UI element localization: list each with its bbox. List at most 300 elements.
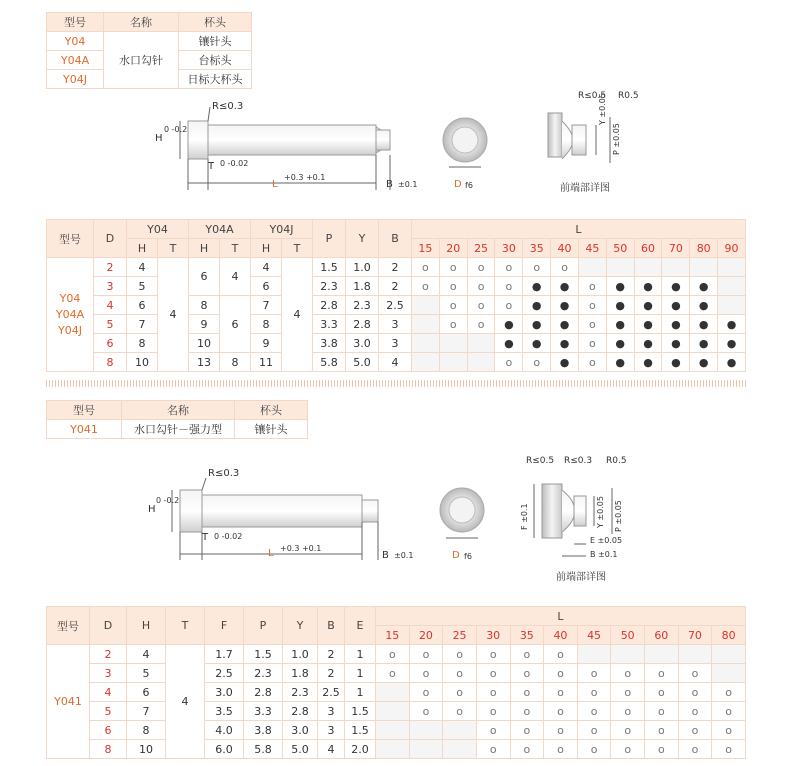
cell-b: 3 (318, 721, 345, 740)
col-b: B (379, 220, 412, 258)
b-label: B (386, 179, 393, 190)
l-value: 25 (467, 239, 495, 258)
cell-y04a-h: 8 (189, 296, 220, 315)
sub-t: T (158, 239, 189, 258)
cell-p: 2.8 (244, 683, 283, 702)
cell-y04-t: 4 (158, 258, 189, 372)
cell-y04j-h: 11 (251, 353, 282, 372)
availability-mark: o (409, 664, 443, 683)
detail-p: P ±0.05 (614, 500, 623, 532)
availability-mark: o (577, 683, 611, 702)
r-note: R≤0.3 (212, 101, 244, 112)
table2-body (47, 645, 746, 759)
availability-mark: ● (662, 353, 690, 372)
availability-mark: o (409, 683, 443, 702)
availability-mark: o (611, 740, 645, 759)
cell-y04a-t: 8 (220, 353, 251, 372)
table-row (47, 353, 746, 372)
availability-mark: o (645, 702, 679, 721)
table-row (47, 683, 746, 702)
cell-y04-h: 10 (127, 353, 158, 372)
cell-y04a-h: 9 (189, 315, 220, 334)
availability-mark: ● (606, 315, 634, 334)
col-head-header: 杯头 (235, 401, 308, 420)
b-label: B (382, 550, 389, 561)
availability-mark (409, 721, 443, 740)
availability-mark (412, 296, 440, 315)
cell-f: 3.0 (205, 683, 244, 702)
t-tol: 0 -0.02 (220, 159, 249, 168)
t-tol: 0 -0.02 (214, 532, 243, 541)
cell-y: 1.8 (283, 664, 318, 683)
detail-caption: 前端部详图 (556, 572, 606, 583)
cell-y: 2.8 (283, 702, 318, 721)
top-spec-table (46, 12, 252, 89)
l-value: 15 (376, 626, 410, 645)
cell-d: 6 (90, 721, 127, 740)
detail-r2: R≤0.3 (564, 456, 593, 466)
availability-mark: o (412, 258, 440, 277)
cell-y04-h: 5 (127, 277, 158, 296)
cell-y04-h: 4 (127, 258, 158, 277)
availability-mark: ● (523, 334, 551, 353)
cell-p: 3.3 (313, 315, 346, 334)
availability-mark: o (544, 702, 578, 721)
table1-body (47, 258, 746, 372)
availability-mark: o (476, 683, 510, 702)
cell-h: 5 (127, 664, 166, 683)
availability-mark: ● (634, 315, 662, 334)
col-head-header: 杯头 (179, 13, 252, 32)
sub-t: T (220, 239, 251, 258)
availability-mark (645, 645, 679, 664)
cell-y: 1.8 (346, 277, 379, 296)
availability-mark (412, 353, 440, 372)
availability-mark (443, 740, 477, 759)
availability-mark (376, 721, 410, 740)
l-value: 15 (412, 239, 440, 258)
availability-mark: o (578, 277, 606, 296)
availability-mark: o (678, 702, 712, 721)
availability-mark: o (577, 664, 611, 683)
cell-y: 5.0 (346, 353, 379, 372)
availability-mark (443, 721, 477, 740)
availability-mark: o (495, 296, 523, 315)
detail-r3: R0.5 (606, 456, 627, 466)
availability-mark: o (510, 702, 544, 721)
cell-y04a-t: 4 (220, 258, 251, 296)
availability-mark: ● (523, 296, 551, 315)
availability-mark (718, 258, 746, 277)
col-t: T (166, 607, 205, 645)
cell-y04j-h: 9 (251, 334, 282, 353)
cell-y: 2.8 (346, 315, 379, 334)
group-y04a: Y04A (189, 220, 251, 239)
cell-p: 1.5 (313, 258, 346, 277)
availability-mark: o (577, 702, 611, 721)
section-divider (46, 380, 746, 387)
cell-d: 3 (94, 277, 127, 296)
availability-mark: o (476, 740, 510, 759)
h-tol: 0 -0.2 (156, 496, 180, 505)
availability-mark: o (510, 645, 544, 664)
availability-mark: o (645, 721, 679, 740)
availability-mark (606, 258, 634, 277)
availability-mark: ● (551, 353, 579, 372)
l-value: 20 (439, 239, 467, 258)
availability-mark (712, 664, 746, 683)
availability-mark (577, 645, 611, 664)
availability-mark: ● (551, 315, 579, 334)
availability-mark: ● (495, 315, 523, 334)
cell-e: 1.5 (345, 721, 376, 740)
table-row (47, 296, 746, 315)
cell-p: 2.3 (313, 277, 346, 296)
col-h: H (127, 607, 166, 645)
cell-d: 5 (90, 702, 127, 721)
availability-mark: o (476, 664, 510, 683)
availability-mark: ● (495, 334, 523, 353)
cell-y: 3.0 (283, 721, 318, 740)
col-f: F (205, 607, 244, 645)
availability-mark: o (510, 740, 544, 759)
availability-mark: o (577, 740, 611, 759)
cell-b: 4 (379, 353, 412, 372)
availability-mark: o (678, 664, 712, 683)
availability-mark (412, 315, 440, 334)
l-value: 60 (645, 626, 679, 645)
b-tol: ±0.1 (398, 180, 418, 189)
cell-b: 2 (379, 258, 412, 277)
col-model: 型号 (47, 607, 90, 645)
col-d: D (90, 607, 127, 645)
availability-mark: o (467, 296, 495, 315)
availability-mark: o (645, 664, 679, 683)
availability-mark: ● (690, 315, 718, 334)
product-name: 水口勾针 (104, 32, 179, 89)
l-value: 60 (634, 239, 662, 258)
availability-mark: o (409, 645, 443, 664)
cell-b: 2 (318, 645, 345, 664)
availability-mark (690, 258, 718, 277)
model-y04j: Y04J (47, 70, 104, 89)
cell-f: 6.0 (205, 740, 244, 759)
second-spec-table (46, 400, 308, 439)
cell-e: 2.0 (345, 740, 376, 759)
cell-d: 8 (94, 353, 127, 372)
availability-mark: o (376, 664, 410, 683)
availability-mark: ● (634, 334, 662, 353)
availability-mark: ● (634, 353, 662, 372)
availability-mark: o (678, 721, 712, 740)
availability-mark: ● (690, 277, 718, 296)
availability-mark: o (611, 664, 645, 683)
availability-mark: o (467, 277, 495, 296)
l-tol: +0.3 +0.1 (280, 544, 322, 553)
cell-f: 2.5 (205, 664, 244, 683)
table-row (47, 664, 746, 683)
availability-mark: o (476, 645, 510, 664)
availability-mark: ● (634, 277, 662, 296)
availability-mark: ● (662, 277, 690, 296)
cell-p: 3.8 (313, 334, 346, 353)
l-value: 40 (544, 626, 578, 645)
sub-t: T (282, 239, 313, 258)
availability-mark (634, 258, 662, 277)
t-label: T (202, 532, 209, 543)
availability-mark (718, 296, 746, 315)
cell-p: 2.3 (244, 664, 283, 683)
cell-h: 8 (127, 721, 166, 740)
availability-mark (678, 645, 712, 664)
availability-mark: o (510, 721, 544, 740)
col-name-header: 名称 (122, 401, 235, 420)
availability-mark (376, 683, 410, 702)
availability-mark: o (443, 664, 477, 683)
availability-mark: o (645, 740, 679, 759)
group-y04: Y04 (127, 220, 189, 239)
cell-p: 1.5 (244, 645, 283, 664)
t-label: T (208, 161, 215, 172)
availability-mark: o (544, 664, 578, 683)
availability-mark: o (611, 683, 645, 702)
availability-mark: o (678, 740, 712, 759)
l-value: 45 (577, 626, 611, 645)
availability-mark: o (544, 645, 578, 664)
availability-mark: o (578, 353, 606, 372)
cell-b: 2 (379, 277, 412, 296)
availability-mark: o (439, 258, 467, 277)
availability-mark: o (443, 683, 477, 702)
cell-y04a-t: 6 (220, 296, 251, 353)
availability-mark: o (551, 258, 579, 277)
cell-d: 4 (90, 683, 127, 702)
table-row (47, 277, 746, 296)
l-value: 20 (409, 626, 443, 645)
cell-d: 2 (90, 645, 127, 664)
cell-f: 1.7 (205, 645, 244, 664)
cell-d: 4 (94, 296, 127, 315)
col-p: P (313, 220, 346, 258)
cell-y04-h: 7 (127, 315, 158, 334)
diagram-2 (148, 456, 650, 585)
cell-e: 1 (345, 683, 376, 702)
availability-mark: o (495, 277, 523, 296)
availability-mark: o (412, 277, 440, 296)
table-row (47, 702, 746, 721)
model-y04a: Y04A (47, 51, 104, 70)
cell-y04j-t: 4 (282, 258, 313, 372)
availability-mark: o (578, 296, 606, 315)
availability-mark (662, 258, 690, 277)
cell-b: 4 (318, 740, 345, 759)
h-label: H (148, 504, 156, 515)
h-tol: 0 -0.2 (164, 125, 188, 134)
sub-h: H (251, 239, 282, 258)
cell-h: 4 (127, 645, 166, 664)
cell-b: 2.5 (379, 296, 412, 315)
detail-y: Y ±0.05 (598, 93, 607, 125)
cell-y04a-h: 10 (189, 334, 220, 353)
availability-mark: o (439, 277, 467, 296)
cell-b: 3 (318, 702, 345, 721)
availability-mark (467, 334, 495, 353)
availability-mark: o (476, 721, 510, 740)
sub-h: H (127, 239, 158, 258)
head-type: 镶针头 (179, 32, 252, 51)
l-value: 35 (523, 239, 551, 258)
availability-mark (467, 353, 495, 372)
availability-mark: o (611, 721, 645, 740)
availability-mark: o (409, 702, 443, 721)
availability-mark: o (645, 683, 679, 702)
row-model: Y041 (47, 645, 90, 759)
table-row (47, 645, 746, 664)
l-value: 90 (718, 239, 746, 258)
availability-mark: o (523, 258, 551, 277)
availability-mark (439, 334, 467, 353)
row-model: Y04 Y04A Y04J (47, 258, 94, 372)
group-y04j: Y04J (251, 220, 313, 239)
detail-b: B ±0.1 (590, 550, 618, 559)
availability-mark: ● (662, 296, 690, 315)
cell-y: 3.0 (346, 334, 379, 353)
cell-y04j-h: 8 (251, 315, 282, 334)
cell-b: 3 (379, 315, 412, 334)
cell-y: 1.0 (346, 258, 379, 277)
availability-mark: o (611, 702, 645, 721)
diagram-1 (150, 91, 670, 205)
spec-table-1 (46, 219, 746, 372)
cell-d: 2 (94, 258, 127, 277)
availability-mark: ● (551, 296, 579, 315)
availability-mark: ● (690, 334, 718, 353)
availability-mark: ● (662, 334, 690, 353)
cell-p: 5.8 (244, 740, 283, 759)
cell-y04j-h: 6 (251, 277, 282, 296)
col-b: B (318, 607, 345, 645)
availability-mark (712, 645, 746, 664)
table-row (47, 740, 746, 759)
availability-mark: o (443, 702, 477, 721)
availability-mark: ● (662, 315, 690, 334)
availability-mark: o (443, 645, 477, 664)
availability-mark: o (476, 702, 510, 721)
availability-mark: ● (606, 353, 634, 372)
availability-mark (412, 334, 440, 353)
availability-mark: ● (523, 277, 551, 296)
availability-mark: o (467, 258, 495, 277)
availability-mark: ● (718, 315, 746, 334)
availability-mark: o (544, 683, 578, 702)
cell-y: 2.3 (283, 683, 318, 702)
col-d: D (94, 220, 127, 258)
cell-h: 7 (127, 702, 166, 721)
col-model-header: 型号 (47, 13, 104, 32)
availability-mark: ● (606, 277, 634, 296)
col-y: Y (283, 607, 318, 645)
cell-f: 4.0 (205, 721, 244, 740)
detail-y: Y ±0.05 (596, 496, 605, 528)
cell-b: 2 (318, 664, 345, 683)
availability-mark: o (712, 721, 746, 740)
availability-mark: o (510, 683, 544, 702)
availability-mark: ● (718, 353, 746, 372)
head-type: 台标头 (179, 51, 252, 70)
col-name-header: 名称 (104, 13, 179, 32)
head-type: 镶针头 (235, 420, 308, 439)
availability-mark: o (712, 702, 746, 721)
availability-mark: o (510, 664, 544, 683)
l-value: 50 (611, 626, 645, 645)
l-value: 35 (510, 626, 544, 645)
availability-mark: ● (718, 334, 746, 353)
l-value: 80 (690, 239, 718, 258)
cell-t: 4 (166, 645, 205, 759)
d-tol: f6 (464, 552, 472, 561)
table-row (47, 258, 746, 277)
d-tol: f6 (465, 181, 473, 190)
l-tol: +0.3 +0.1 (284, 173, 326, 182)
availability-mark: ● (606, 296, 634, 315)
availability-mark: ● (634, 296, 662, 315)
r-note: R≤0.3 (208, 468, 240, 479)
l-value: 50 (606, 239, 634, 258)
cell-p: 2.8 (313, 296, 346, 315)
availability-mark: o (376, 645, 410, 664)
d-label: D (454, 179, 462, 190)
detail-r2: R0.5 (618, 91, 639, 101)
cell-y: 1.0 (283, 645, 318, 664)
availability-mark (578, 258, 606, 277)
col-y: Y (346, 220, 379, 258)
col-model-header: 型号 (47, 401, 122, 420)
availability-mark: o (577, 721, 611, 740)
availability-mark: o (712, 683, 746, 702)
cell-y04-h: 8 (127, 334, 158, 353)
col-l: L (376, 607, 746, 626)
cell-d: 6 (94, 334, 127, 353)
availability-mark (376, 702, 410, 721)
cell-y: 5.0 (283, 740, 318, 759)
cell-d: 8 (90, 740, 127, 759)
availability-mark: o (523, 353, 551, 372)
availability-mark: ● (690, 353, 718, 372)
availability-mark: o (678, 683, 712, 702)
l-value: 30 (476, 626, 510, 645)
detail-caption: 前端部详图 (560, 183, 610, 194)
detail-p: P ±0.05 (612, 123, 621, 155)
cell-h: 6 (127, 683, 166, 702)
l-value: 80 (712, 626, 746, 645)
availability-mark: o (578, 334, 606, 353)
availability-mark (409, 740, 443, 759)
availability-mark (376, 740, 410, 759)
cell-e: 1.5 (345, 702, 376, 721)
availability-mark (611, 645, 645, 664)
l-value: 45 (578, 239, 606, 258)
availability-mark: o (544, 740, 578, 759)
availability-mark: ● (551, 334, 579, 353)
detail-f: F ±0.1 (520, 503, 529, 530)
product-name: 水口勾针－强力型 (122, 420, 235, 439)
spec-table-2 (46, 606, 746, 759)
detail-e: E ±0.05 (590, 536, 623, 545)
table-row (47, 315, 746, 334)
col-model: 型号 (47, 220, 94, 258)
model-y04: Y04 (47, 32, 104, 51)
availability-mark: o (439, 315, 467, 334)
